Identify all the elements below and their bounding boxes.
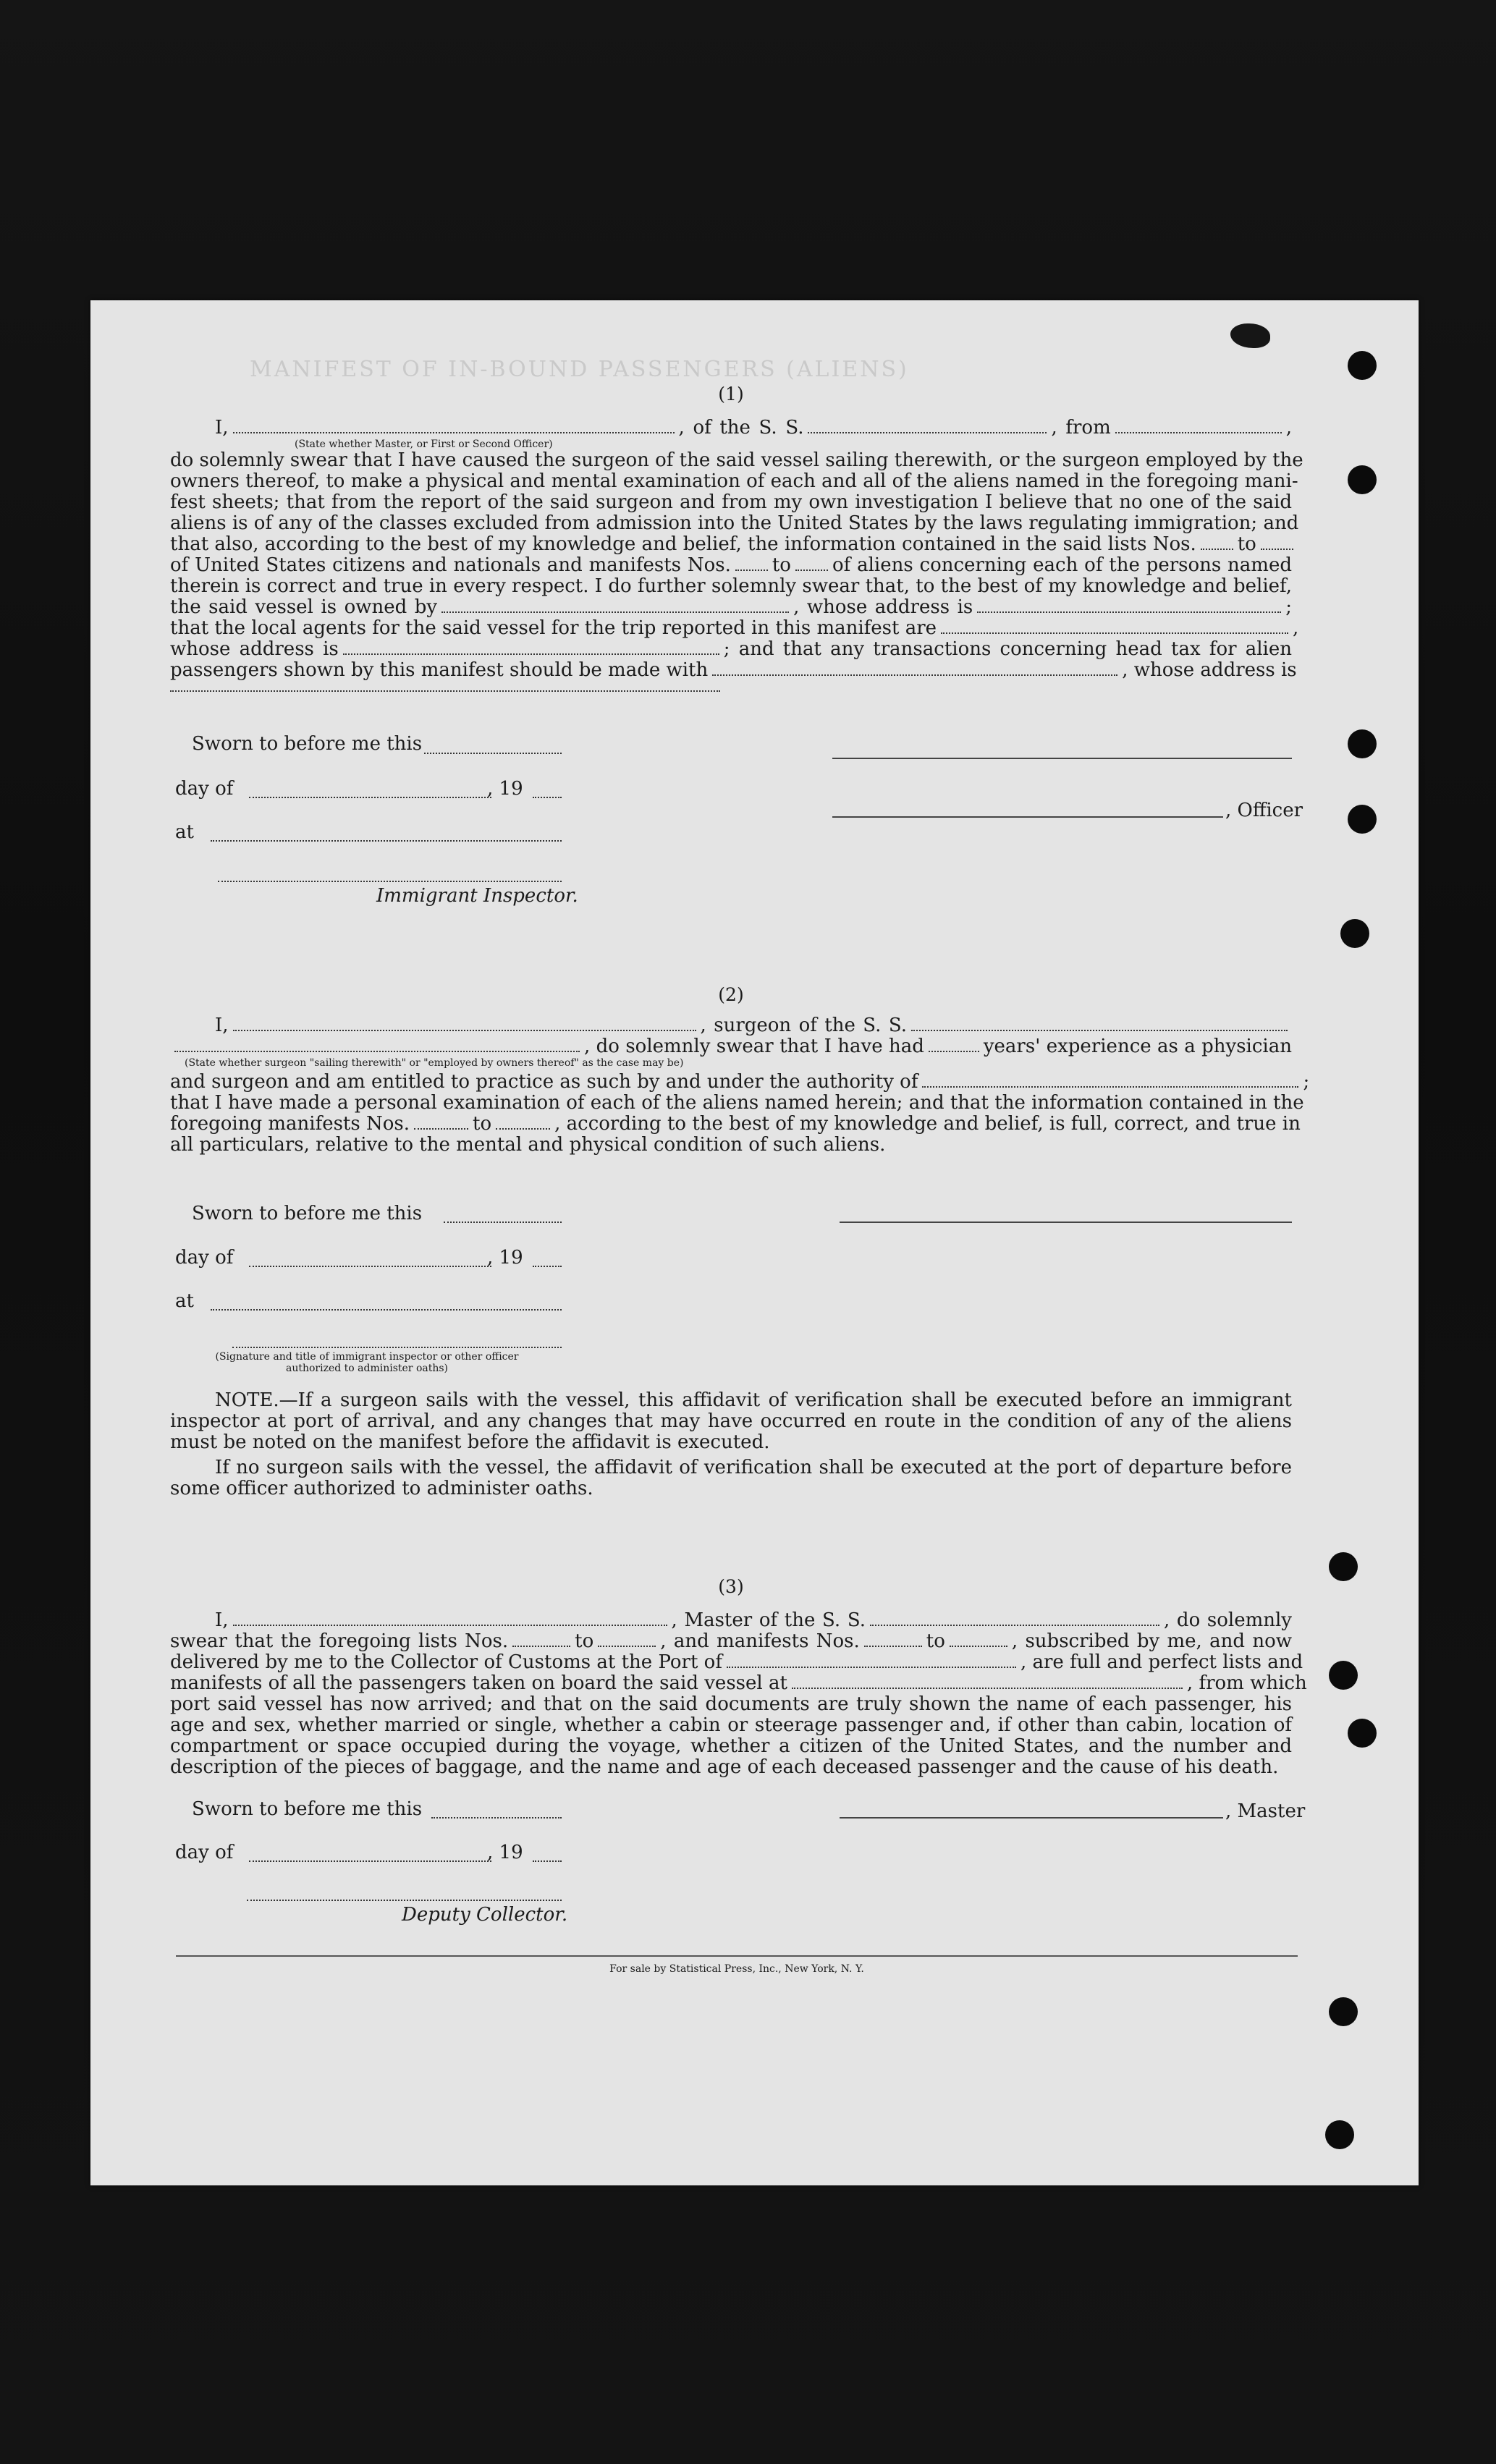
oath-paragraph: port said vessel has now arrived; and that on the said documents are truly shown the name of each passenger, his age and sex, whether married or single, whether a cabin or steerage passenger and, if other than cabin, location of compartment or space occupied during the voyage, whether a citizen of the United States, and the number and description of the pieces of baggage, and the name and age of each deceased passenger and the cause of his death. xyxy=(170,1693,1292,1778)
note-paragraph: If no surgeon sails with the vessel, the affidavit of verification shall be executed at the port of departure before some officer authorized to administer oaths. xyxy=(170,1457,1292,1499)
month-blank[interactable] xyxy=(249,1266,491,1267)
punch-hole xyxy=(1348,465,1377,494)
owner-address-blank[interactable] xyxy=(977,611,1281,613)
surgeon-line: I, , surgeon of the S. S. xyxy=(170,1015,1292,1036)
list-to-blank[interactable] xyxy=(598,1646,656,1647)
experience-line: , do solemnly swear that I have had years' experience as a physician xyxy=(170,1036,1292,1057)
master-line: I, , of the S. S. , from , xyxy=(215,417,1293,439)
manifest-from-blank[interactable] xyxy=(414,1128,468,1130)
manifest-from-blank[interactable] xyxy=(735,570,768,571)
year-blank[interactable] xyxy=(533,1266,562,1267)
manifest-to-blank[interactable] xyxy=(950,1646,1007,1647)
at-label: at xyxy=(175,1290,194,1312)
month-blank[interactable] xyxy=(249,1860,491,1862)
lists-line: swear that the foregoing lists Nos. to , and manifests Nos. to , subscribed by me, and now xyxy=(170,1630,1293,1652)
collector-label: Deputy Collector. xyxy=(402,1904,568,1926)
master-label: , Master xyxy=(1225,1800,1306,1822)
authority-blank[interactable] xyxy=(922,1086,1298,1088)
oath-line: fest sheets; that from the report of the said surgeon and from my own investigation I believe that no one of the said xyxy=(170,491,1292,513)
list-to-blank[interactable] xyxy=(1261,549,1293,550)
collector-signature-blank[interactable] xyxy=(247,1900,562,1901)
punch-hole xyxy=(1348,729,1377,758)
master-note: (State whether Master, or First or Second Officer) xyxy=(295,439,553,450)
port-blank[interactable] xyxy=(727,1667,1016,1668)
year-label: , 19 xyxy=(487,1247,523,1269)
section-number: (3) xyxy=(718,1576,744,1597)
month-blank[interactable] xyxy=(249,797,491,798)
oath-line: therein is correct and true in every respect. I do further solemnly swear that, to the best of my knowledge and belief, xyxy=(170,575,1292,597)
oath-line: owners thereof, to make a physical and mental examination of each and all of the aliens named in the foregoing mani- xyxy=(170,470,1298,492)
inspector-signature-blank[interactable] xyxy=(232,1347,562,1348)
surgeon-signature-line[interactable] xyxy=(840,1222,1292,1223)
name-blank[interactable] xyxy=(233,432,675,433)
agents-address-line: whose address is ; and that any transactions concerning head tax for alien xyxy=(170,638,1292,660)
head-tax-blank[interactable] xyxy=(712,674,1117,676)
manifest-to-blank[interactable] xyxy=(795,570,828,571)
particulars-line: all particulars, relative to the mental and physical condition of such aliens. xyxy=(170,1134,886,1156)
agents-address-blank[interactable] xyxy=(343,653,719,655)
delivered-line: delivered by me to the Collector of Customs at the Port of , are full and perfect lists and xyxy=(170,1651,1303,1673)
authority-line: and surgeon and am entitled to practice as such by and under the authority of ; xyxy=(170,1071,1310,1093)
sworn-label: Sworn to before me this xyxy=(192,1203,423,1224)
footer-divider xyxy=(176,1955,1298,1957)
inspector-label: Immigrant Inspector. xyxy=(376,885,578,907)
bleed-through-text: MANIFEST OF IN-BOUND PASSENGERS (ALIENS) xyxy=(250,357,909,382)
signature-note: (Signature and title of immigrant inspector or other officer authorized to administer oaths) xyxy=(215,1351,519,1374)
punch-hole xyxy=(1348,1719,1377,1748)
ink-smudge xyxy=(1230,323,1270,348)
affidavit-sheet xyxy=(90,300,1419,2185)
sworn-label: Sworn to before me this xyxy=(192,733,423,755)
year-blank[interactable] xyxy=(533,1860,562,1862)
note-paragraph: NOTE.—If a surgeon sails with the vessel, this affidavit of verification shall be executed before an immigrant inspector at port of arrival, and any changes that may have occurred en route in the condition of any of the aliens must be noted on the manifest before the affidavit is executed. xyxy=(170,1389,1292,1453)
officer-label: , Officer xyxy=(1225,800,1303,821)
year-label: , 19 xyxy=(487,1842,523,1863)
departure-port-blank[interactable] xyxy=(792,1688,1183,1689)
year-label: , 19 xyxy=(487,778,523,800)
port-blank[interactable] xyxy=(1115,432,1282,433)
exam-line: that I have made a personal examination of each of the aliens named herein; and that the information contained in the xyxy=(170,1092,1304,1114)
punch-hole xyxy=(1329,1661,1358,1690)
lists-line: that also, according to the best of my knowledge and belief, the information contained in the said lists Nos. to xyxy=(170,534,1292,555)
section-number: (1) xyxy=(718,384,744,405)
vessel-blank[interactable] xyxy=(808,432,1047,433)
years-blank[interactable] xyxy=(929,1051,979,1052)
head-tax-line: passengers shown by this manifest should be made with , whose address is xyxy=(170,659,1297,681)
place-blank[interactable] xyxy=(211,1309,562,1311)
punch-hole xyxy=(1348,351,1377,380)
surgeon-name-blank[interactable] xyxy=(233,1030,696,1031)
inspector-signature-blank[interactable] xyxy=(218,881,562,882)
section-2 xyxy=(170,984,1310,1156)
list-from-blank[interactable] xyxy=(512,1646,570,1647)
manifest-from-blank[interactable] xyxy=(864,1646,922,1647)
manifest-to-blank[interactable] xyxy=(496,1128,550,1130)
master-name-blank[interactable] xyxy=(233,1625,667,1626)
sworn-day-blank[interactable] xyxy=(444,1222,562,1223)
master-signature-line[interactable] xyxy=(840,1817,1223,1819)
day-of-label: day of xyxy=(175,1842,234,1863)
surgeon-type-blank[interactable] xyxy=(174,1051,580,1052)
place-blank[interactable] xyxy=(211,840,562,842)
sworn-day-blank[interactable] xyxy=(424,753,562,754)
punch-hole xyxy=(1348,805,1377,834)
year-blank[interactable] xyxy=(533,797,562,798)
officer-signature-line[interactable] xyxy=(832,816,1223,818)
signature-line[interactable] xyxy=(832,758,1292,759)
section-1 xyxy=(170,384,1303,695)
surgeon-vessel-blank[interactable] xyxy=(911,1030,1288,1031)
agents-blank[interactable] xyxy=(941,632,1288,634)
printer-credit: For sale by Statistical Press, Inc., New York, N. Y. xyxy=(609,1963,864,1975)
manifests-line: foregoing manifests Nos. to , according to the best of my knowledge and belief, is full, correct, and true in xyxy=(170,1113,1301,1135)
manifests-line: of United States citizens and nationals and manifests Nos. to of aliens concerning each of the persons named xyxy=(170,554,1292,576)
vessel-blank[interactable] xyxy=(870,1625,1159,1626)
punch-hole xyxy=(1340,919,1369,948)
owner-line: the said vessel is owned by , whose address is ; xyxy=(170,596,1292,618)
head-tax-address-blank[interactable] xyxy=(170,690,720,692)
section-number: (2) xyxy=(718,984,744,1005)
section-3 xyxy=(170,1576,1307,1778)
day-of-label: day of xyxy=(175,778,234,800)
owner-blank[interactable] xyxy=(441,611,789,613)
day-of-label: day of xyxy=(175,1247,234,1269)
master-line: I, , Master of the S. S. , do solemnly xyxy=(215,1609,1292,1631)
surgeon-note: (State whether surgeon "sailing therewith" or "employed by owners thereof" as the case may be) xyxy=(185,1057,684,1069)
manifests-of-line: manifests of all the passengers taken on board the said vessel at , from which xyxy=(170,1672,1307,1694)
sworn-day-blank[interactable] xyxy=(431,1817,562,1819)
at-label: at xyxy=(175,821,194,843)
punch-hole xyxy=(1329,1997,1358,2026)
agents-line: that the local agents for the said vessel for the trip reported in this manifest are , xyxy=(170,617,1299,639)
sworn-label: Sworn to before me this xyxy=(192,1798,423,1820)
punch-hole xyxy=(1325,2120,1354,2149)
punch-hole xyxy=(1329,1552,1358,1581)
oath-line: do solemnly swear that I have caused the surgeon of the said vessel sailing therewith, or the surgeon employed by the xyxy=(170,449,1303,471)
list-from-blank[interactable] xyxy=(1201,549,1233,550)
oath-line: aliens is of any of the classes excluded from admission into the United States by the laws regulating immigration; and xyxy=(170,512,1299,534)
